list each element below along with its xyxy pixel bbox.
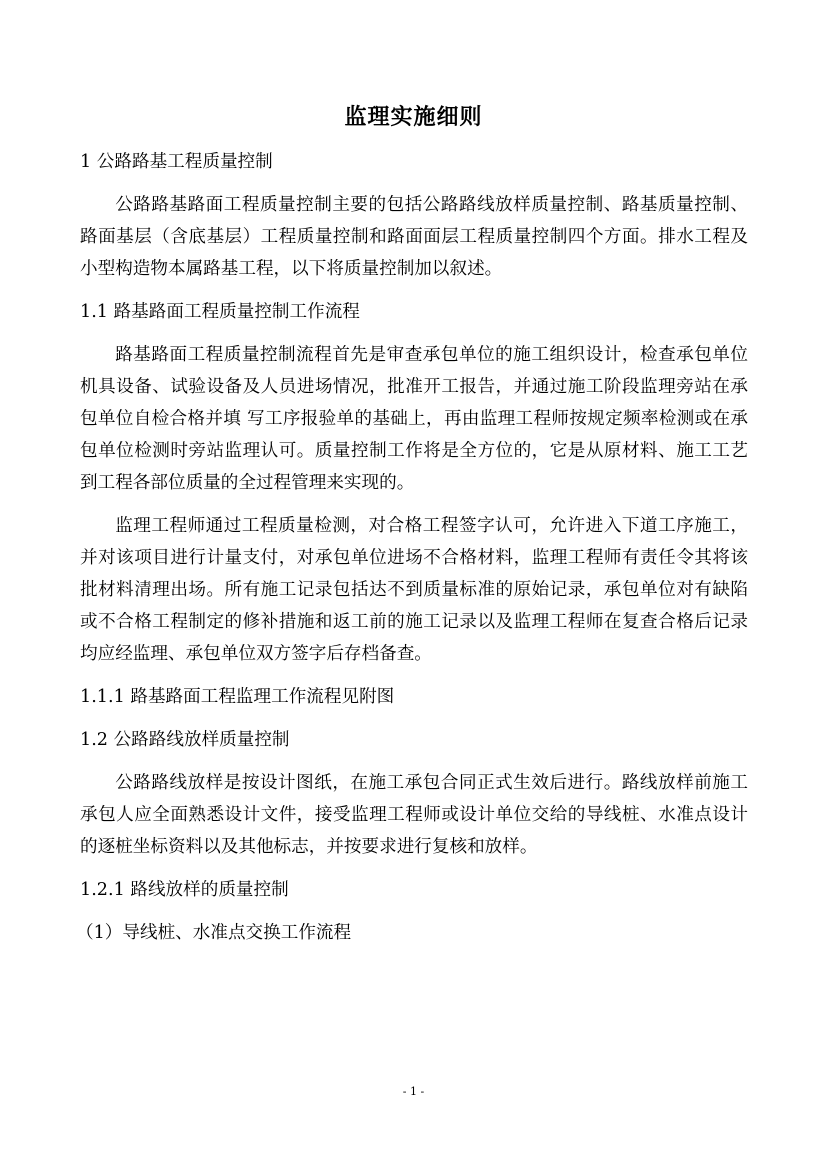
page-number: - 1 - bbox=[402, 1085, 425, 1098]
section-heading-1-1: 1.1 路基路面工程质量控制工作流程 bbox=[80, 302, 360, 322]
paragraph-3: 监理工程师通过工程质量检测，对合格工程签字认可，允许进入下道工序施工，并对该项目进行计量支付，对承包单位进场不合格材料，监理工程师有责任令其将该批材料清理出场。所有施工记录包括达不到质量标准的原始记录，承包单位对有缺陷或不合格工程制定的修补措施和返工前的施工记录以及监理工程师在复查合格后记录均应经监理、承包单位双方签字后存档备查。 bbox=[80, 516, 748, 664]
section-heading-1-2-1: 1.2.1 路线放样的质量控制 bbox=[80, 880, 289, 900]
section-heading-1: 1 公路路基工程质量控制 bbox=[80, 152, 273, 172]
list-item-1: （1）导线桩、水准点交换工作流程 bbox=[76, 923, 352, 943]
paragraph-4: 公路路线放样是按设计图纸，在施工承包合同正式生效后进行。路线放样前施工承包人应全面熟悉设计文件，接受监理工程师或设计单位交给的导线桩、水准点设计的逐桩坐标资料以及其他标志，并按要求进行复核和放样。 bbox=[80, 773, 748, 857]
section-heading-1-1-1: 1.1.1 路基路面工程监理工作流程见附图 bbox=[80, 687, 395, 707]
document-body bbox=[76, 146, 748, 949]
document-title: 监理实施细则 bbox=[344, 104, 483, 130]
paragraph-1: 公路路基路面工程质量控制主要的包括公路路线放样质量控制、路基质量控制、路面基层（含底基层）工程质量控制和路面面层工程质量控制四个方面。排水工程及小型构造物本属路基工程，以下将质量控制加以叙述。 bbox=[80, 195, 748, 279]
paragraph-2: 路基路面工程质量控制流程首先是审查承包单位的施工组织设计，检查承包单位机具设备、试验设备及人员进场情况，批准开工报告，并通过施工阶段监理旁站在承包单位自检合格并填 写工序报验单的基础上，再由监理工程师按规定频率检测或在承包单位检测时旁站监理认可。质量控制工作将是全方位的，它是从原材料、施工工艺到工程各部位质量的全过程管理来实现的。 bbox=[80, 345, 748, 493]
section-heading-1-2: 1.2 公路路线放样质量控制 bbox=[80, 730, 290, 750]
